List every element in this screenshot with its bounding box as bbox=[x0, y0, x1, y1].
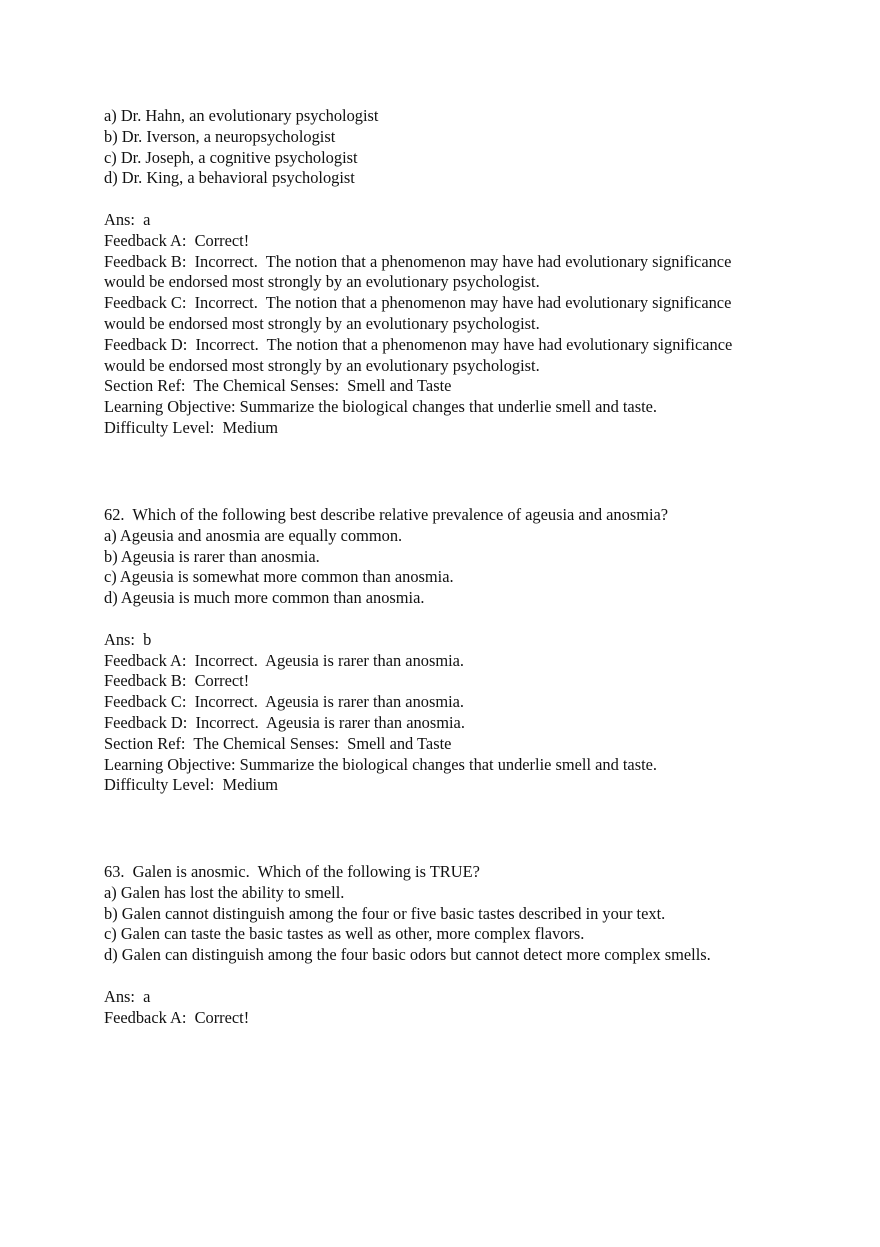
q61-feedback-c-line2: would be endorsed most strongly by an evolutionary psychologist. bbox=[104, 313, 540, 333]
q62-answer: Ans: b bbox=[104, 629, 152, 649]
q62-option-c: c) Ageusia is somewhat more common than anosmia. bbox=[104, 567, 454, 587]
q63-option-c: c) Galen can taste the basic tastes as well as other, more complex flavors. bbox=[104, 924, 585, 944]
q62-option-b: b) Ageusia is rarer than anosmia. bbox=[104, 546, 320, 566]
q61-feedback-a: Feedback A: Correct! bbox=[104, 230, 250, 250]
q61-option-b: b) Dr. Iverson, a neuropsychologist bbox=[104, 126, 336, 146]
q61-option-d: d) Dr. King, a behavioral psychologist bbox=[104, 168, 355, 188]
spacer bbox=[104, 966, 784, 987]
q62-learning-objective: Learning Objective: Summarize the biological changes that underlie smell and taste. bbox=[104, 754, 657, 774]
spacer bbox=[104, 189, 784, 210]
q61-difficulty: Difficulty Level: Medium bbox=[104, 417, 279, 437]
q62-feedback-d: Feedback D: Incorrect. Ageusia is rarer than anosmia. bbox=[104, 712, 465, 732]
q61-feedback-d-line1: Feedback D: Incorrect. The notion that a phenomenon may have had evolutionary significance bbox=[104, 334, 733, 354]
q62-difficulty: Difficulty Level: Medium bbox=[104, 775, 279, 795]
q62-section-ref: Section Ref: The Chemical Senses: Smell and Taste bbox=[104, 733, 452, 753]
q63-question: 63. Galen is anosmic. Which of the following is TRUE? bbox=[104, 862, 480, 881]
q61-feedback-b-line2: would be endorsed most strongly by an evolutionary psychologist. bbox=[104, 272, 540, 292]
q61-section-ref: Section Ref: The Chemical Senses: Smell and Taste bbox=[104, 376, 452, 396]
spacer bbox=[104, 609, 784, 630]
question-62-block bbox=[104, 505, 784, 796]
q62-option-a: a) Ageusia and anosmia are equally common. bbox=[104, 525, 403, 545]
q61-feedback-c-line1: Feedback C: Incorrect. The notion that a phenomenon may have had evolutionary significance bbox=[104, 293, 732, 313]
q61-answer: Ans: a bbox=[104, 209, 151, 229]
q62-question: 62. Which of the following best describe relative prevalence of ageusia and anosmia? bbox=[104, 505, 669, 524]
q62-option-d: d) Ageusia is much more common than anosmia. bbox=[104, 588, 425, 608]
q63-answer: Ans: a bbox=[104, 986, 151, 1006]
q63-feedback-a: Feedback A: Correct! bbox=[104, 1007, 250, 1027]
q61-learning-objective: Learning Objective: Summarize the biological changes that underlie smell and taste. bbox=[104, 397, 657, 417]
q62-feedback-b: Feedback B: Correct! bbox=[104, 671, 250, 691]
q63-option-a: a) Galen has lost the ability to smell. bbox=[104, 882, 345, 902]
q62-feedback-c: Feedback C: Incorrect. Ageusia is rarer than anosmia. bbox=[104, 692, 465, 712]
q62-feedback-a: Feedback A: Incorrect. Ageusia is rarer than anosmia. bbox=[104, 650, 465, 670]
q61-option-a: a) Dr. Hahn, an evolutionary psychologist bbox=[104, 106, 379, 125]
question-63-block bbox=[104, 862, 784, 1028]
q61-feedback-d-line2: would be endorsed most strongly by an evolutionary psychologist. bbox=[104, 355, 540, 375]
q63-option-d: d) Galen can distinguish among the four basic odors but cannot detect more complex smells. bbox=[104, 945, 711, 965]
question-61-block bbox=[104, 106, 784, 439]
q63-option-b: b) Galen cannot distinguish among the four or five basic tastes described in your text. bbox=[104, 903, 666, 923]
q61-feedback-b-line1: Feedback B: Incorrect. The notion that a phenomenon may have had evolutionary significance bbox=[104, 251, 732, 271]
q61-option-c: c) Dr. Joseph, a cognitive psychologist bbox=[104, 147, 358, 167]
